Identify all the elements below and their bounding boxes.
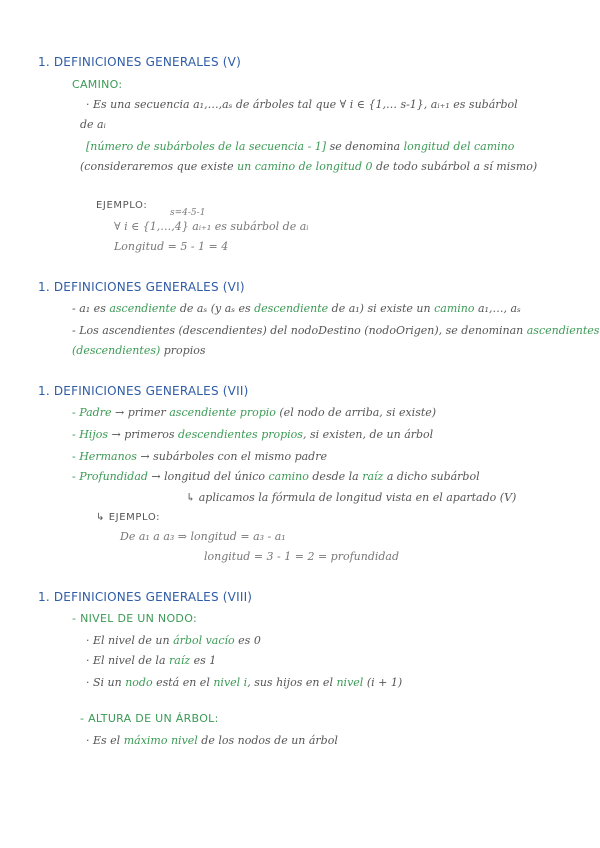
subtitle-camino: CAMINO: [72,78,123,91]
subtitle-altura: - ALTURA DE UN ÁRBOL: [80,712,219,725]
nivel-bullet-1: · El nivel de un árbol vacío es 0 [86,634,261,647]
altura-bullet-1: · Es el máximo nivel de los nodos de un árbol [86,734,338,747]
vii-formula-note: ↳ aplicamos la fórmula de longitud vista en el apartado (V) [186,491,517,504]
example-line-1: ∀ i ∈ {1,…,4} aᵢ₊₁ es subárbol de aᵢ [114,220,309,233]
camino-bullet-1b: de aᵢ [80,118,106,131]
section-title-vi: 1. DEFINICIONES GENERALES (VI) [38,280,245,294]
vi-line-2: - Los ascendientes (descendientes) del nodoDestino (nodoOrigen), se denominan ascendientes [72,324,600,337]
vi-line-3: (descendientes) propios [72,344,206,357]
nivel-bullet-2: · El nivel de la raíz es 1 [86,654,217,667]
nivel-bullet-3: · Si un nodo está en el nivel i, sus hijos en el nivel (i + 1) [86,676,403,689]
camino-bullet-2: [número de subárboles de la secuencia - 1] se denomina longitud del camino [86,140,515,153]
vii-example-1: De a₁ a a₃ ⇒ longitud = a₃ - a₁ [120,530,286,543]
vii-padre: - Padre → primer ascendiente propio (el nodo de arriba, si existe) [72,406,437,419]
vii-hermanos: - Hermanos → subárboles con el mismo padre [72,450,327,463]
example-label-vii: ↳ EJEMPLO: [96,512,161,523]
example-line-2: Longitud = 5 - 1 = 4 [114,240,229,253]
vii-profundidad: - Profundidad → longitud del único camino desde la raíz a dicho subárbol [72,470,480,483]
section-title-vii: 1. DEFINICIONES GENERALES (VII) [38,384,249,398]
section-title-viii: 1. DEFINICIONES GENERALES (VIII) [38,590,253,604]
example-superscript: s=4-5-1 [170,208,206,218]
example-label-v: EJEMPLO: [96,200,148,211]
vii-hijos: - Hijos → primeros descendientes propios, si existen, de un árbol [72,428,434,441]
camino-bullet-1a: · Es una secuencia a₁,…,aₛ de árboles tal que ∀ i ∈ {1,… s-1}, aᵢ₊₁ es subárbol [86,98,518,111]
subtitle-nivel: - NIVEL DE UN NODO: [72,612,197,625]
vii-example-2: longitud = 3 - 1 = 2 = profundidad [204,550,400,563]
section-title-v: 1. DEFINICIONES GENERALES (V) [38,55,241,69]
vi-line-1: - a₁ es ascendiente de aₛ (y aₛ es descendiente de a₁) si existe un camino a₁,…, aₛ [72,302,521,315]
camino-bullet-2c: (consideraremos que existe un camino de longitud 0 de todo subárbol a sí mismo) [80,160,538,173]
